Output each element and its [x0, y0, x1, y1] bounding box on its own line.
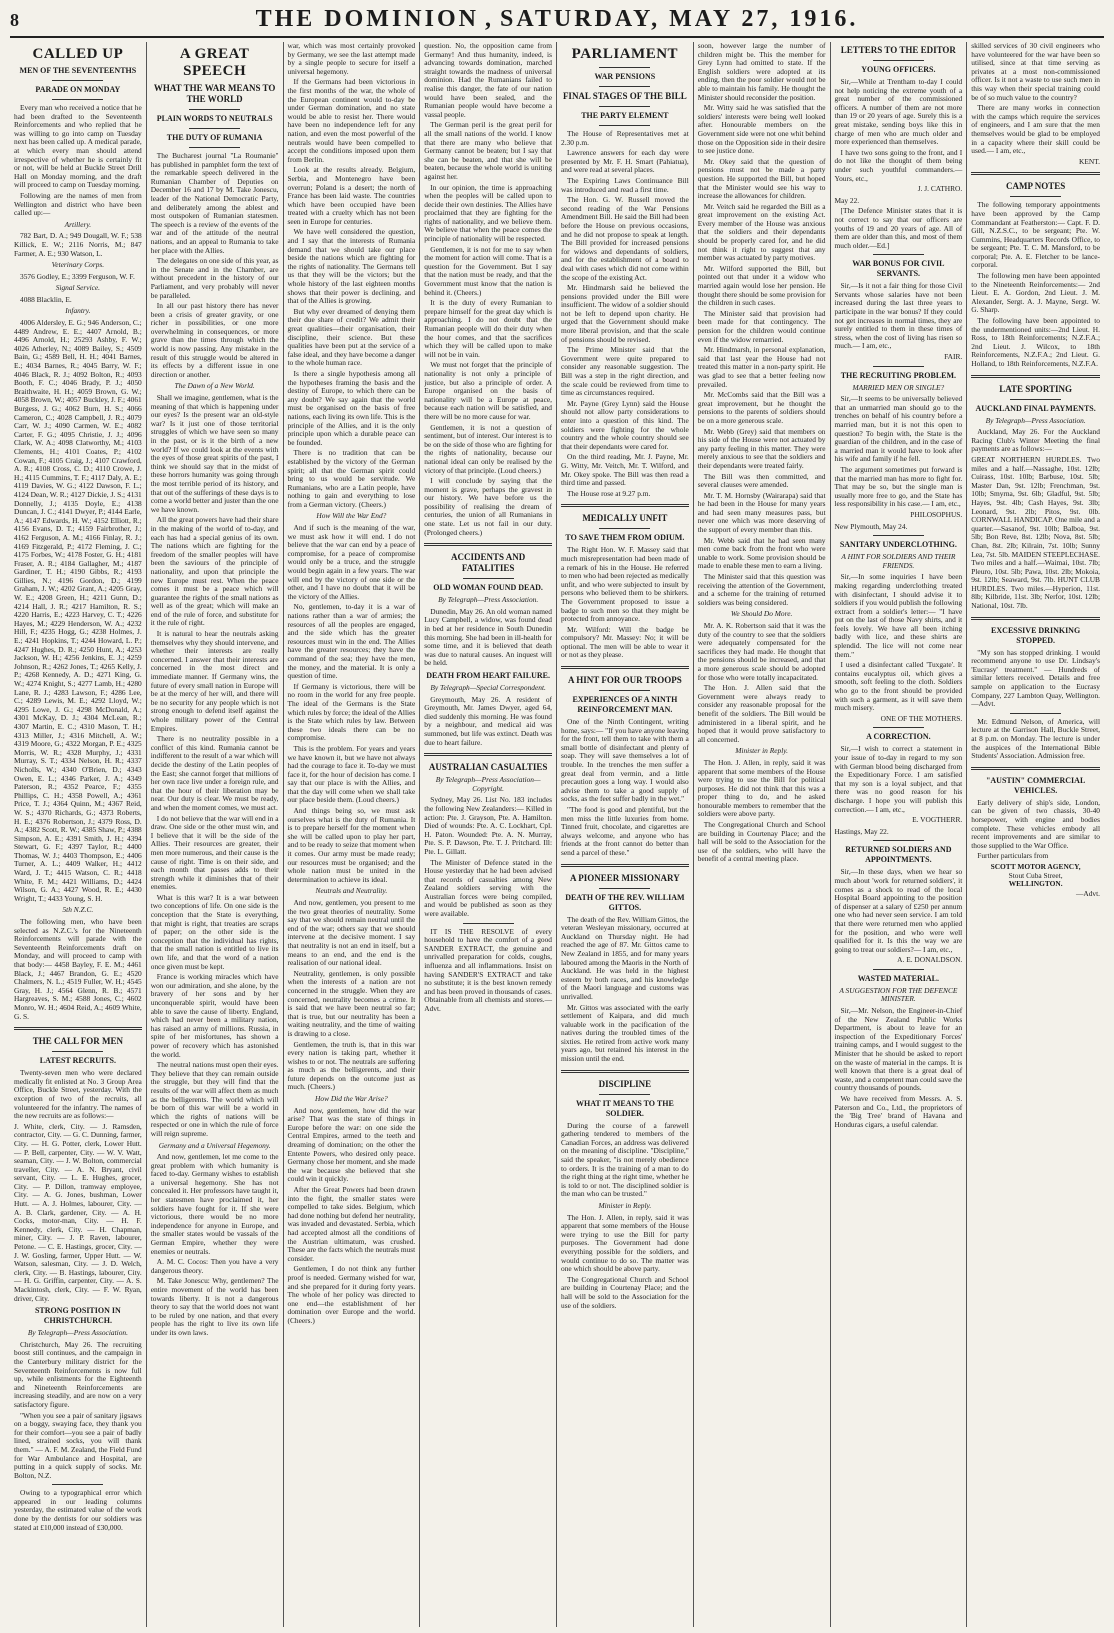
- column-8: [967, 42, 1104, 1627]
- article-text: If the Germans had been victorious in the first months of the war, the whole of the European continent would to-day be under German domination, and no state would be able to resist her. There would have been no independence left for any nation, and even the most powerful of the neutrals would have been compelled to accept the conditions imposed upon them from Berlin.: [287, 77, 416, 164]
- page-number: 8: [10, 10, 19, 30]
- letter-signature: PHILOSOPHUS.: [910, 509, 963, 519]
- subhead-discipline-soldier: WHAT IT MEANS TO THE SOLDIER.: [575, 1098, 674, 1118]
- letter-title: SANITARY UNDERCLOTHING.: [839, 540, 957, 550]
- letter-text: The argument sometimes put forward is that the married man has more to fight for. That may be so, but the single man is usually more free to go, and the State has less responsibility in his case.— I am, etc.,: [834, 464, 963, 509]
- headline-hint-troops: A HINT FOR OUR TROOPS: [568, 675, 682, 686]
- article-text: The neutral nations must open their eyes. They believe that they can remain outside the struggle, but they will find that the results of the war will affect them as much as the belligerents. The world which will be born of this war will be a world in which the rights of nations will be respected or one in which the rule of force will reign supreme.: [150, 1060, 279, 1138]
- letter-text: I have two sons going to the front, and I do not like the thought of them being under such youthful commanders.— Yours, etc.,: [834, 147, 963, 183]
- subhead-gittos: DEATH OF THE REV. WILLIAM GITTOS.: [565, 892, 685, 912]
- article-text: In our opinion, the time is approaching when the peoples will be called upon to decide their own destinies. The Allies have proclaimed that they are fighting for the rights of nationality, and we believe them. We believe that when the peace comes the principle of nationality will be respected.: [424, 182, 552, 244]
- letter-date: Hastings, May 22.: [834, 826, 889, 836]
- article-text: The following men, who have been selected as N.Z.C.'s for the Nineteenth Reinforcements will parade with the Seventeenth Reinforcements draft on Monday, and will proceed to camp with that body:— 4458 Bayley, F. E. M.; 4461 Black, J.; 4467 Brandon, G. E.; 4520 Chalmers, N. L.; 4519 Fuller, W. H.; 4545 Gray, H. J.; 4564 Glenn, R. B.; 4571 Hargreaves, S. M.; 4588 Jones, C.; 4602 Monro, W. H.; 4604 Reid, A.; 4609 White, G. S.: [14, 917, 142, 1021]
- article-text: If Germany is victorious, there will be no room in the world for any free people. The ideal of the Germans is the State which rules by force; the ideal of the Allies is the State which rules by law. Between these two ideals there can be no compromise.: [287, 681, 416, 743]
- article-text: Mr. Hindmarsh said he believed the pensions provided under the Bill were insufficient. The widow of a soldier should not be left to depend upon charity. He urged that the Government should make more liberal provision, and that the scale of pensions should be revised.: [561, 283, 689, 344]
- advert-heading: EXCESSIVE DRINKING STOPPED.: [991, 625, 1081, 645]
- column-3: [284, 42, 421, 1627]
- article-text: Neutrality, gentlemen, is only possible when the interests of a nation are not concerned in the struggle. When they are concerned, neutrality becomes a crime. It is said that we have been neutral so far; that is true, but our neutrality has been a waiting neutrality, and the time of waiting is drawing to a close.: [287, 968, 416, 1038]
- headline-late-sporting: LATE SPORTING: [999, 383, 1073, 394]
- article-text: Dunedin, May 26. An old woman named Lucy Campbell, a widow, was found dead in bed at her residence in South Dunedin this morning. She had been in ill-health for some time, and it is believed that death was due to natural causes. An inquest will be held.: [424, 606, 552, 668]
- letter-text: Sir,—While at Trentham to-day I could not help noticing the extreme youth of a great number of the commissioned officers. A number of them are not more than 19 or 20 years of age. Surely this is a great mistake, sending boys like this in charge of men who are much older and more experienced than themselves.: [834, 77, 963, 147]
- article-text: Mr. Wilford: Will the badge be compulsory? Mr. Massey: No; it will be optional. The men will be able to wear it or not as they please.: [561, 624, 689, 660]
- article-text: Lawrence answers for each day were presented by Mr. F. H. Smart (Pahiatua), and were read at several places.: [561, 148, 689, 175]
- article-text: The Bill was then committed, and several clauses were amended.: [697, 471, 826, 490]
- subhead-heart-failure: DEATH FROM HEART FAILURE.: [426, 671, 550, 680]
- headline-medically-unfit: MEDICALLY UNFIT: [582, 513, 668, 524]
- article-text: The Minister said that provision had been made for that contingency. The pension for the children would continue even if the widow remarried.: [697, 308, 826, 344]
- letter-title: WAR BONUS FOR CIVIL SERVANTS.: [852, 259, 945, 279]
- subhead-seventeenths: MEN OF THE SEVENTEENTHS: [19, 66, 137, 75]
- advertisement-text: IT IS THE RESOLVE of every household to have the comfort of a good SANDER EXTRACT, the genuine and unrivalled preparation for colds, coughs, influenza and all inflammations. Insist on having SANDER'S EXTRACT and take no substitute; it is the best known remedy and has been proved in thousands of cases. Obtainable from all chemists and stores.—Advt.: [424, 926, 552, 1013]
- section-label: Germany and a Universal Hegemony.: [158, 1140, 271, 1150]
- article-text: 3576 Godley, E.; 3399 Ferguson, W. F.: [20, 271, 135, 281]
- article-text: Mr. Hindmarsh, in personal explanation, said that last year the House had not treated this matter in a non-party spirit. He was glad to see that a better feeling now prevailed.: [697, 345, 826, 389]
- article-text: All the great powers have had their share in the making of the world of to-day, and each has had a special genius of its own. The nations which are fighting for the freedom of the smaller peoples will have been the saviours of the principle of nationality, and upon that principle the new Europe must rest. When the peace comes it must be a peace which will guarantee the rights of the small nations as well as of the great; which will make an end of the rule of force, and substitute for it the rule of right.: [150, 515, 279, 628]
- article-text: Mr. T. M. Hornsby (Wairarapa) said that he had been in the House for many years and had seen many measures pass, but never one which was more deserving of the support of every member than this.: [697, 490, 826, 535]
- headline-called-up: CALLED UP: [32, 46, 124, 62]
- article-text: Mr. A. K. Robertson said that it was the duty of the country to see that the soldiers were adequately compensated for the sacrifices they had made. He thought that the pensions should be increased, and that a more generous scale should be adopted for those who were totally incapacitated.: [697, 621, 826, 682]
- article-text: We have well considered the question, and I say that the interests of Rumania demand that we should take our place beside the nations which are fighting for the rights of nationality. The Germans tell us that they will be the victors; but the whole history of the last eighteen months shows that their power is declining, and that of the Allies is growing.: [287, 227, 416, 306]
- byline: By Telegraph—Press Association—Copyright.: [435, 775, 541, 793]
- byline: By Telegraph—Press Association.: [438, 595, 539, 605]
- article-text: 4088 Blacklin, E.: [20, 294, 72, 304]
- columns: [10, 42, 1104, 1627]
- editor-note: [The Defence Minister states that it is not correct to say that our officers are youths of 19 and 20 years of age. All of them are older than this, and most of them much older.—Ed.]: [834, 206, 963, 250]
- subhead-parade: PARADE ON MONDAY: [35, 85, 121, 94]
- subhead-final-payments: AUCKLAND FINAL PAYMENTS.: [975, 403, 1096, 413]
- article-text: Mr. Payne (Grey Lynn) said the House should not allow party considerations to enter into a question of this kind. The soldiers were fighting for the whole country and the whole country should see that their dependants were cared for.: [561, 398, 689, 451]
- article-text: The death of the Rev. William Gittos, the veteran Wesleyan missionary, occurred at Auckland on Thursday night. He had reached the age of 87. Mr. Gittos came to New Zealand in 1855, and for many years laboured among the Maoris in the North of Auckland. He was held in the highest esteem by both races, and his knowledge of the Maori language and customs was unrivalled.: [561, 914, 689, 1001]
- article-text: France is working miracles which have won our admiration, and she alone, by the bravery of her sons and by her unconquerable spirit, would have been able to save the cause of liberty. England, which had never been a military nation, has raised an army of millions. Russia, in spite of her misfortunes, has shown a power of recovery which has astonished the world.: [150, 972, 279, 1059]
- section-label: Minister in Reply.: [735, 746, 788, 756]
- advert-address: Stout Cuba Street,: [1008, 870, 1063, 880]
- section-label: Neutrals and Neutrality.: [315, 886, 388, 896]
- article-text: The Hon. J. Allen, in reply, said it was apparent that some members of the House were trying to use the Bill for political purposes. He did not think that this was a proper thing to do, and he asked honourable members to remember that the soldiers were above party.: [697, 757, 826, 819]
- article-text: J. White, clerk, City. — J. Ramsden, contractor, City. — G. C. Dunning, farmer, City. — H. G. Potter, clerk, Lower Hutt. — P. Bell, carpenter, City. — W. V. Watt, seaman, City. — J. W. Bolton, commercial traveller, City. — A. N. Bryant, civil servant, City. — L. E. Hughes, grocer, City. — P. Dillon, tramway employee, City. — A. G. Jones, bushman, Lower Hutt. — A. J. Holmes, labourer, City. — A. B. Clark, gardener, City. — A. H. Cocks, motor-man, City. — H. F. Kennedy, clerk, City. — H. Chapman, miner, City. — J. P. Raven, labourer, Petone. — C. E. Hastings, grocer, City. — J. W. Gosling, farmer, Upper Hutt. — W. Watson, salesman, City. — J. D. Welch, clerk, City. — B. Hastings, labourer, City. — H. G. Griffin, carpenter, City. — A. S. Mackintosh, clerk, City. — F. W. Ryan, driver, City.: [14, 1121, 142, 1303]
- article-text: Shall we imagine, gentlemen, what is the meaning of that which is happening under our eyes? Is the present war an old-style war? Is it just one of those territorial struggles of which we have seen so many in the past, or is it the birth of a new world? If we could look at the events with the eyes of those great spirits of the past, I think we should say that in the midst of these horrors humanity was going through the most terrible period of its history, and that out of the sufferings of these days is to come a world better and juster than the one we have known.: [150, 393, 279, 514]
- column-6: [694, 42, 831, 1627]
- article-text: The Right Hon. W. F. Massey said that much misrepresentation had been made of a remark of his in the House. He referred to men who had been rejected as medically unfit, and who were subjected to insult by persons who believed them to be shirkers. The Government proposed to issue a badge to such men so that they might be protected from annoyance.: [561, 545, 689, 624]
- article-text: Greymouth, May 26. A resident of Greymouth, Mr. James Dwyer, aged 64, died suddenly this morning. He was found by a neighbour, and medical aid was summoned, but life was extinct. Death was due to heart failure.: [424, 694, 552, 747]
- article-text: And now, gentlemen, how did the war arise? That was the state of things in Europe before the war: on one side the Central Empires, armed to the teeth and dreaming of domination; on the other the Entente Powers, who desired only peace. Germany chose her moment, and she made the war because she believed that she could win it quickly.: [287, 1105, 416, 1184]
- subhead-plain-words: PLAIN WORDS TO NEUTRALS: [156, 114, 273, 123]
- masthead: [10, 6, 1104, 38]
- article-text: The Expiring Laws Continuance Bill was introduced and read a first time.: [561, 175, 689, 194]
- article-text: The Minister said that this question was receiving the attention of the Government, and a scheme for the training of returned soldiers was being considered.: [697, 572, 826, 607]
- article-text: "When you see a pair of sanitary jigsaws on a boggy, swaying face, they thank you for their comfort—you see a pair of badly lined, strained socks, you will thank them." — A. F. M. Zealand, the Field Fund for War Ambulance and Hospital, are putting in a quick supply of socks. Mr. Bolton, N.Z.: [14, 1410, 142, 1480]
- article-text: The Prime Minister said that the Government were quite prepared to consider any reasonable suggestion. The Bill was a step in the right direction, and the scale could be reviewed from time to time as circumstances required.: [561, 345, 689, 398]
- headline-great-speech: A GREAT SPEECH: [179, 46, 250, 79]
- letter-text: Sir,—In some inquiries I have been making regarding underclothing treated with disinfectant, I should advise it to soldiers if you would publish the following extract from a soldier's letter:— "I have put on the last of those Navy shirts, and it feels lovely. We have all been itching badly with lice, and these shirts are splendid. The lice will not come near them.": [834, 572, 963, 659]
- section-label: We Should Do More.: [730, 609, 793, 619]
- letter-title: WASTED MATERIAL.: [857, 973, 939, 983]
- section-label: Minister in Reply.: [598, 1201, 652, 1210]
- advertisement-text: Early delivery of ship's side, London, can be given of two chassis, 30-40 horsepower, with engine and bodies complete. These vehicles embody all recent improvements and are similar to those supplied to the War Office.: [971, 797, 1100, 850]
- letter-signature: KENT.: [1078, 156, 1100, 166]
- article-text: One of the Ninth Contingent, writing home, says:— "If you have anyone leaving for the front, tell them to take with them a small bottle of disinfectant and plenty of soap. They will save themselves a lot of trouble. In the trenches the men suffer a great deal from vermin, and a little precaution goes a long way. I would also advise them to take a good supply of socks, as the feet suffer badly in the wet.": [561, 717, 689, 804]
- headline-letters: LETTERS TO THE EDITOR: [840, 45, 956, 55]
- letter-signature: A. E. DONALDSON.: [897, 955, 963, 965]
- article-text: The Bucharest journal "La Roumanie" has published in pamphlet form the text of the remarkable speech delivered in the Rumanian Chamber of Deputies on December 16 and 17 by M. Take Jonescu, leader of the National Democratic Party, and deliberately among the ablest and most outspoken of Rumanian statesmen. The speech is a review of the events of the war and of the attitude of the neutral nations, and an appeal to Rumania to take her place with the Allies.: [150, 151, 279, 255]
- article-text: There is no tradition that can be established by the victory of the German spirit; all that the German spirit could bring to us would be servitude. We Rumanians, who are a Latin people, have nothing to gain and everything to lose from a German victory. (Cheers.): [287, 448, 416, 509]
- column-7: [831, 42, 968, 1627]
- article-text: Look at the results already. Belgium, Serbia, and Montenegro have been overrun; Poland is a desert; the north of France has been laid waste. The countries which have been occupied have been treated with a cruelty which has not been seen in Europe for centuries.: [287, 165, 416, 226]
- headline-australian-casualties: AUSTRALIAN CASUALTIES: [428, 762, 548, 773]
- article-text: No, gentlemen, to-day it is a war of nations rather than a war of armies; the resources of all the peoples are engaged, and the side which has the greater resources must win in the end. The Allies have the greater resources; they have the command of the sea; they have the men, the money, and the material. It is only a question of time.: [287, 602, 416, 681]
- article-text: Mr. Gittos was associated with the early settlement of Kaipara, and did much valuable work in the pacification of the natives during the troubled times of the sixties. He retired from active work many years ago, but retained his interest in the mission until the end.: [561, 1002, 689, 1064]
- byline: By Telegraph—Special Correspondent.: [430, 683, 546, 692]
- article-text: war, which was most certainly provoked by Germany, we see the last attempt made by a single people to secure for itself a universal hegemony.: [287, 42, 416, 76]
- subhead-latest-recruits: LATEST RECRUITS.: [39, 1056, 116, 1066]
- section-label: The Dawn of a New World.: [174, 381, 255, 391]
- notice-text: Mr. Edmund Nelson, of America, will lecture at the Garrison Hall, Buckle Street, at 8 p.m. on Monday. The lecture is under the auspices of the International Bible Students' Association. Admission free.: [971, 716, 1100, 761]
- byline: By Telegraph—Press Association.: [985, 415, 1086, 425]
- article-text: Mr. Webb (Grey) said that members on his side of the House were not actuated by any party feeling in this matter. They were merely anxious to see that the soldiers and their dependants were treated fairly.: [697, 426, 826, 470]
- article-text: M. Take Jonescu: Why, gentlemen? The entire movement of the world has been towards liberty. It is not a dangerous theory to say that the world does not want to be ruled by one nation, and that every people has the right to live its own life under its own laws.: [150, 1276, 279, 1337]
- section-label: Artillery.: [64, 219, 92, 229]
- article-text: And if such is the meaning of the war, we must ask how it will end. I do not believe that the war can end by a peace of compromise, for a peace of compromise would only be a truce, and the struggle would begin again in a few years. The war will end by the victory of one side or the other, and I have no doubt that it will be the victory of the Allies.: [287, 523, 416, 601]
- subhead-war-pensions: WAR PENSIONS: [594, 72, 656, 81]
- article-text: I will conclude by saying that the moment is grave, perhaps the gravest in our history. We have before us the possibility of realising the dream of centuries, the union of all Rumanians in one state. Let us not fail in our duty. (Prolonged cheers.): [424, 476, 552, 537]
- article-text: The delegates on one side of this year, as in the Senate and in the Chamber, are without precedent in the history of our Parliament, and very probably will never be paralleled.: [150, 256, 279, 300]
- article-text: It is natural to hear the neutrals asking themselves why they should intervene, and whether their interests are really concerned. I answer that their interests are concerned in the most direct and immediate manner. If Germany wins, the future of every small nation in Europe will be at the mercy of her will, and there will be no security for any people which is not strong enough to defend itself against the whole military power of the Central Empires.: [150, 629, 279, 733]
- article-text: Owing to a typographical error which appeared in our leading columns yesterday, the estimated value of the work done by the dentists for our soldiers was stated at £10,000 instead of £30,000.: [14, 1488, 142, 1532]
- article-text: And now, gentlemen, you present to me the two great theories of neutrality. Some say that we should remain neutral until the end of the war; others say that we should intervene at the decisive moment. I say that neutrality is not an end in itself, but a means to an end, and the end is the realisation of our national ideal.: [287, 898, 416, 968]
- article-text: Gentlemen, it is not a question of sentiment, but of interest. Our interest is to be on the side of those who are fighting for the rights of nationality, because our national ideal can only be realised by the victory of that principle. (Loud cheers.): [424, 422, 552, 475]
- paper-title: THE DOMINION , SATURDAY, MAY 27, 1916.: [255, 6, 859, 32]
- letter-text: Sir,—Mr. Nelson, the Engineer-in-Chief of the New Zealand Public Works Department, is about to leave for an inspection of the Expeditionary Forces' training camps, and I would suggest to the Minister that he should be asked to report on the waste of material in the camps. It is well known that there is a great deal of waste, and a competent man could save the country thousands of pounds.: [834, 1006, 963, 1093]
- letter-title: YOUNG OFFICERS.: [861, 65, 936, 74]
- headline-camp-notes: CAMP NOTES: [1005, 181, 1066, 192]
- article-text: After the Great Powers had been drawn into the fight, the smaller states were compelled to take sides. Belgium, which had done nothing but defend her neutrality, was invaded and devastated. Serbia, which had accepted almost all the conditions of the Austrian ultimatum, was crushed. These are the facts which the neutrals must consider.: [287, 1185, 416, 1263]
- article-text: What is this war? It is a war between two conceptions of life. On one side is the conception that the State is everything, that might is right, that treaties are scraps of paper; on the other side is the conception that the individual has rights, that the small nation is entitled to live its own life, and that the word of a nation once given must be kept.: [150, 892, 279, 971]
- subhead-save-odium: TO SAVE THEM FROM ODIUM.: [565, 533, 685, 543]
- subhead-party-element: THE PARTY ELEMENT: [581, 111, 669, 120]
- article-text: On the third reading, Mr. J. Payne, Mr. G. Witty, Mr. Veitch, Mr. T. Wilford, and Mr. Okey spoke. The Bill was then read a third time and passed.: [561, 452, 689, 488]
- article-text: The House rose at 9.27 p.m.: [567, 488, 651, 498]
- advert-heading: "AUSTIN" COMMERCIAL VEHICLES.: [985, 775, 1086, 795]
- letter-subtitle: A HINT FOR SOLDIERS AND THEIR FRIENDS.: [841, 552, 956, 570]
- article-text: And things being so, we must ask ourselves what is the duty of Rumania. It is to prepare herself for the moment when she will be called upon to play her part, and to be ready to seize that moment when it comes. Our army must be made ready; our resources must be organised; and the whole nation must be united in the determination to achieve its ideal.: [287, 806, 416, 884]
- article-text: It is the duty of every Rumanian to prepare himself for the great day which is approaching. I do not doubt that the Rumanian people will do their duty when the hour comes, and that the sacrifices which they will be called upon to make will not be in vain.: [424, 298, 552, 359]
- letter-signature: J. J. CATHRO.: [917, 184, 963, 194]
- letter-text: We have received from Messrs. A. S. Paterson and Co., Ltd., the proprietors of the 'Big Tree' brand of Havana and Honduras cigars, a useful calendar.: [834, 1094, 963, 1129]
- paper-date: SATURDAY, MAY 27, 1916.: [499, 6, 859, 32]
- article-text: Mr. Witty said he was satisfied that the soldiers' interests were being well looked after. Honourable members on the Government side were not one whit behind those on the Opposition side in their desire to see justice done.: [697, 103, 826, 156]
- subhead-final-stages: FINAL STAGES OF THE BILL: [562, 91, 687, 101]
- letter-title: A CORRECTION.: [866, 732, 931, 742]
- article-text: Mr. Veitch said he regarded the Bill as a great improvement on the existing Act. Every member of the House was anxious that the soldiers and their dependants should be properly cared for, and he did not think it right to suggest that any member was actuated by party motives.: [697, 201, 826, 263]
- article-text: question. No, the opposition came from Germany! And thus humanity, indeed, is advancing towards domination, marched straight towards the madness of universal dominion. Had the Rumanians failed to realise this danger, the fate of our nation would have been sealed, and the Rumanian people would have become a vassal people.: [424, 42, 552, 119]
- article-text: Is there a single hypothesis among all the hypotheses framing the basis and the destiny of Europe, to which there can be any doubt? We say again that the world must be organised on the basis of free nations, each living its own life. This is the principle of the Allies, and it is the only principle upon which a durable peace can be founded.: [287, 368, 416, 447]
- letter-signature: E. VOGTHERR.: [912, 815, 963, 825]
- letter-date: May 22.: [834, 195, 860, 205]
- section-label: How Did the War Arise?: [315, 1094, 388, 1104]
- article-text: 782 Bart, D. A.; 949 Dougall, W. F.; 538 Killick, E. W.; 2116 Norris, M.; 847 Farmer, A. E.; 930 Watson, L.: [14, 231, 142, 258]
- article-text: Auckland, May 26. For the Auckland Racing Club's Winter Meeting the final payments are as follows:—: [971, 427, 1100, 454]
- article-text: In all our past history there has never been a crisis of greater gravity, or one richer in possibilities, or one more overwhelming in consequences, or more grave than the times through which the world is now passing. Any mistake in the result of this struggle would be altered in its effects by a different issue in one direction or another.: [150, 301, 279, 379]
- column-1: [10, 42, 147, 1627]
- section-label: Infantry.: [65, 306, 91, 316]
- article-text: The Hon. G. W. Russell moved the second reading of the War Pensions Amendment Bill. He said the Bill had been before the House on previous occasions, and he did not propose to speak at length. The Bill provided for increased pensions for widows and dependants of soldiers, and for the establishment of a board to deal with cases which did not come within the scope of the existing Act.: [561, 195, 689, 282]
- headline-discipline: DISCIPLINE: [598, 1078, 652, 1089]
- letter-subtitle: A SUGGESTION FOR THE DEFENCE MINISTER.: [839, 985, 958, 1004]
- letter-text: There are many works in connection with the camps which require the services of engineers, and I am sure that the men themselves would be glad to be employed in a capacity where their skill could be used.— I am, etc.,: [971, 103, 1100, 156]
- article-text: We must not forget that the principle of nationality is not only a principle of justice, but also a principle of order. A Europe organised on the basis of nationality will be a Europe at peace, because each nation will be satisfied, and there will be no more cause for war.: [424, 360, 552, 421]
- section-label: How Will the War End?: [316, 511, 387, 521]
- advertisement-text: Further particulars from: [977, 851, 1049, 861]
- article-text: The Congregational Church and School are building in Courtenay Place; and the hall will be sold to the Association for the use of the soldiers, who will have the benefit of a central meeting place.: [697, 820, 826, 864]
- article-text: This is the problem. For years and years we have known it, but we have not always had the courage to face it. To-day we must face it, for the hour of decision has come. I say that our place is with the Allies, and that the day will come when we shall take our place beside them. (Loud cheers.): [287, 743, 416, 805]
- letter-text: skilled services of 30 civil engineers who have volunteered for the war have been so utilised, since at that time serving as privates at a most non-commissioned officer. Is it not a waste to use such men in this way when their special training could be of so much value to the country?: [971, 42, 1100, 102]
- advert-tag: —Advt.: [1075, 888, 1100, 898]
- column-5: [557, 42, 694, 1627]
- headline-accidents: ACCIDENTS AND FATALITIES: [450, 552, 526, 574]
- letter-text: Sir,—In these days, when we hear so much about 'work for returned soldiers', it comes as a shock to read of the local Hospital Board appointing to the position of dispenser at a salary of £250 per annum one who had never seen service. I am told that there were returned men who applied for the position, and who were well qualified for it. Is this the way we are going to treat our soldiers?— I am, etc.,: [834, 867, 963, 954]
- article-text: The House of Representatives met at 2.30 p.m.: [561, 129, 689, 147]
- article-text: There is no neutrality possible in a conflict of this kind. Rumania cannot be indifferent to the result of a war which will decide the destiny of the Latin peoples of the East; she cannot forget that millions of her own race live under a foreign rule, and that the hour of their liberation may be near. Our duty is clear. We must be ready, and when the moment comes, we must act.: [150, 734, 279, 812]
- column-2: [147, 42, 284, 1627]
- article-text: "The food is good and plentiful, but the men miss the little luxuries from home. Tinned fruit, chocolate, and cigarettes are always welcome, and anyone who has friends at the front cannot do better than send a parcel of these.": [561, 805, 689, 857]
- paper-name: THE DOMINION: [255, 6, 479, 32]
- article-text: The Hon. J. Allen, in reply, said it was apparent that some members of the House were trying to use the Bill for party purposes. The Government had done everything possible for the soldiers, and would continue to do so. The matter was one which should be above party.: [561, 1212, 689, 1274]
- article-text: Gentlemen, the truth is, that in this war every nation is taking part, whether it wishes to or not. The neutrals are suffering as much as the belligerents, and their future depends on the outcome just as much. (Cheers.): [287, 1039, 416, 1092]
- article-text: Gentlemen, it is not for me to say when the moment for action will come. That is a question for the Government. But I say that the nation must be ready, and that the Government must know that the nation is behind it. (Cheers.): [424, 244, 552, 297]
- letter-text: Sir,—It seems to be universally believed that an unmarried man should go to the trenches on behalf of his country before a married man, but it is not this open to question? To begin with, the State is the guardian of the children, and in the case of a married man it would have to look after his wife and family if he fell.: [834, 394, 963, 464]
- article-text: Mr. Webb said that he had seen many men come back from the front who were unable to work. Some provision should be made to enable these men to earn a living.: [697, 535, 826, 571]
- article-text: Every man who received a notice that he had been drafted to the Seventeenth Reinforcements and who replied that he was willing to go into camp on Tuesday next has been called up. A medical parade, at which every man should attend irrespective of whether he is certainly fit or not, will be held at Buckle Street Drill Hall on Monday morning, and the draft will proceed to camp on Tuesday morning.: [14, 103, 142, 190]
- subhead-duty-rumania: THE DUTY OF RUMANIA: [166, 133, 263, 142]
- article-text: I do not believe that the war will end in a draw. One side or the other must win, and I believe that it will be the side of the Allies. Their resources are greater, their men more numerous, and their cause is the cause of right. Time is on their side, and each month that passes adds to their strength while it diminishes that of their enemies.: [150, 813, 279, 892]
- letter-title: THE RECRUITING PROBLEM.: [840, 370, 957, 380]
- advertisement-text: "My son has stopped drinking. I would recommend anyone to use Dr. Lindsay's 'Eucrasy' treatment." — Hundreds of similar letters received. Details and free sample on application to the Eucrasy Company, 227 Lambton Quay, Wellington.—Advt.: [971, 647, 1100, 709]
- letter-text: I used a disinfectant called 'Tuxgate'. It contains eucalyptus oil, which gives a smooth, soft feeling to the cloth. Soldiers who go to the front should be provided with such a garment, as it will save them much misery.: [834, 660, 963, 713]
- article-text: The following have been appointed to the undermentioned units:—2nd Lieut. H. Ross, to 18th Reinforcements; N.Z.F.A.; 2nd Lieut. J. Wilcox, to 18th Reinforcements, N.Z.F.A.; 2nd Lieut. G. Holland, to 18th Reinforcements, N.Z.F.A.: [971, 316, 1100, 368]
- article-text: The following temporary appointments have been approved by the Camp Commandant at Featherston:— Capt. F. D. Gill, N.Z.S.C., to be sergeant; Pte. W. Cummins, Headquarters Records Office, to be sergeant; Pte. T. C. M. Mansford, to be corporal; Pte. A. E. Fletcher to be lance-corporal.: [971, 200, 1100, 270]
- letter-subtitle: MARRIED MEN OR SINGLE?: [852, 382, 945, 392]
- article-text: soon, however large the number of children might be. This the member for Grey Lynn had omitted to state. If the English soldiers were adopted at its ending, then the poor soldier would not be able to maintain his family. He thought the Minister should reconsider the position.: [697, 42, 826, 102]
- subhead-ninth-reinforcement: EXPERIENCES OF A NINTH REINFORCEMENT MAN.: [572, 695, 678, 715]
- article-text: Christchurch, May 26. The recruiting boost still continues, and the campaign in the Canterbury military district for the Seventeenth Reinforcements is now full up, while enlistments for the Eighteenth and Nineteenth Reinforcements are increasing steadily, and are now on a very satisfactory figure.: [14, 1339, 142, 1409]
- article-text: The Hon. J. Allen said that the Government were always ready to consider any reasonable proposal for the benefit of the soldiers. The Bill would be administered in a liberal spirit, and he hoped that it would prove satisfactory to all concerned.: [697, 683, 826, 744]
- article-text: Following are the names of men from Wellington and district who have been called up:—: [14, 190, 142, 218]
- advert-firm: SCOTT MOTOR AGENCY,: [990, 861, 1081, 871]
- article-text: But why ever dreamed of denying them their due share of credit? We admit their great qualities—their organisation, their discipline, their science. But these qualities have been put at the service of a false ideal, and they have become a danger to the whole human race.: [287, 306, 416, 368]
- letter-title: RETURNED SOLDIERS AND APPOINTMENTS.: [845, 845, 952, 865]
- letter-text: Sir,—Is it not a fair thing for those Civil Servants whose salaries have not been increased during the last three years to participate in the war bonus? If they could not get increases in normal times, they are surely entitled to them in these times of stress, when the cost of living has risen so much.— I am, etc.,: [834, 281, 963, 351]
- article-text: Twenty-seven men who were declared medically fit enlisted at No. 3 Group Area Office, Buckle Street, yesterday. With the exception of two of the recruits, all volunteered for the infantry. The names of the new recruits are as follows:—: [14, 1068, 142, 1121]
- column-4: [420, 42, 557, 1627]
- headline-pioneer-missionary: A PIONEER MISSIONARY: [570, 872, 680, 883]
- section-label: 5th N.Z.C.: [62, 905, 94, 915]
- article-text: The Minister of Defence stated in the House yesterday that he had been advised that records of casualties among New Zealand soldiers serving with the Australian forces were being compiled, and would be published as soon as they were available.: [424, 857, 552, 919]
- section-label: Veterinary Corps.: [51, 260, 105, 270]
- article-text: 4006 Aldersley, E. G.; 946 Anderson, C.; 4489 Andrew, E. E.; 4407 Arnold, B.; 4496 Arnold, H.; 25293 Ashby, F. W.; 4026 Atherley, N.; 4089 Bailey, S.; 4509 Bain, G.; 4589 Bell, H. H.; 4041 Barnes, E.; 4034 Barnes, R.; 4045 Barry, W. F.; 4046 Black, R. J.; 4092 Bolton, R.; 4093 Booth, F. C.; 4046 Brady, P. J.; 4050 Braithwaite, H. H.; 4059 Brown, G. W.; 4058 Brown, W.; 4057 Buckley, J. F.; 4061 Burgess, J. G.; 4062 Burn, H. S.; 4066 Cameron, C.; 4028 Campbell, J. R.; 4079 Carr, W. J.; 4090 Carmen, W. E.; 4082 Carter, F. G.; 4095 Christie, J. J.; 4096 Clark, W. A.; 4098 Clatworthy, M.; 4103 Clements, H.; 4101 Coates, P.; 4102 Cowan, F.; 4105 Craig, J.; 4107 Crawford, A. R.; 4108 Cross, C. D.; 4110 Crowe, J. H.; 4115 Cummins, T. F.; 4117 Daly, A. E.; 4119 Davies, W. G.; 4122 Dawson, F. L.; 4124 Dean, W. R.; 4127 Dickie, J. S.; 4131 Donnelly, J.; 4135 Doyle, E.; 4138 Duncan, J. C.; 4141 Dwyer, P.; 4144 Earle, A.; 4147 Edwards, H. W.; 4152 Elliott, R.; 4156 Evans, D. T.; 4159 Fairbrother, J.; 4162 Ferguson, A. M.; 4166 Finlay, R. J.; 4169 Fitzgerald, P.; 4172 Fleming, J. C.; 4175 Forbes, W.; 4178 Foster, G. H.; 4181 Fraser, A. R.; 4184 Gallagher, M.; 4187 Gardiner, T. H.; 4190 Gibbs, R.; 4193 Gillies, N.; 4196 Gordon, D.; 4199 Graham, J. W.; 4202 Grant, A.; 4205 Gray, W. E.; 4208 Green, H.; 4211 Gunn, D.; 4214 Hall, J. R.; 4217 Hamilton, R. S.; 4220 Harris, E.; 4223 Harvey, C. T.; 4226 Hayes, M.; 4229 Henderson, W. A.; 4232 Hill, F.; 4235 Hogg, G.; 4238 Holmes, J. E.; 4241 Hopkins, T.; 4244 Howard, L. P.; 4247 Hughes, D. R.; 4250 Hunt, A.; 4253 Jackson, W. H.; 4256 Jenkins, E. J.; 4259 Johnson, R.; 4262 Jones, T.; 4265 Kelly, J. P.; 4268 Kennedy, A. D.; 4271 King, G. W.; 4274 Knight, S.; 4277 Lamb, H.; 4280 Lane, R. J.; 4283 Lawson, F.; 4286 Lee, C.; 4289 Lewis, M. E.; 4292 Lloyd, W.; 4295 Lowe, J. G.; 4298 McDonald, A.; 4301 McKay, D. J.; 4304 McLean, R.; 4307 Martin, E. C.; 4310 Mason, T. H.; 4313 Miller, J.; 4316 Mitchell, A. W.; 4319 Moore, G.; 4322 Morgan, P. E.; 4325 Morris, W. R.; 4328 Murphy, J.; 4331 Murray, S. T.; 4334 Nelson, H. R.; 4337 Nicholls, W.; 4340 O'Brien, D.; 4343 Owen, E. L.; 4346 Parker, J. A.; 4349 Paterson, R.; 4352 Pearce, F.; 4355 Phillips, C. H.; 4358 Powell, A.; 4361 Price, T. J.; 4364 Quinn, M.; 4367 Reid, W. S.; 4370 Richards, G.; 4373 Roberts, H. E.; 4376 Robertson, J.; 4379 Ross, D. A.; 4382 Scott, R. W.; 4385 Shaw, P.; 4388 Simpson, A. E.; 4391 Smith, J. H.; 4394 Stewart, G. F.; 4397 Taylor, R.; 4400 Thomas, W. J.; 4403 Thompson, E.; 4406 Turner, A. L.; 4409 Walker, H.; 4412 Ward, J. T.; 4415 Watson, C. R.; 4418 White, F. M.; 4421 Williams, D.; 4424 Wilson, G. A.; 4427 Wood, R. E.; 4430 Wright, T.; 4433 Young, S. H.: [14, 318, 142, 903]
- headline-call-for-men: THE CALL FOR MEN: [32, 1036, 123, 1047]
- byline: By Telegraph—Press Association.: [27, 1328, 128, 1338]
- headline-parliament: PARLIAMENT: [571, 46, 679, 62]
- article-text: The following men have been appointed to the Nineteenth Reinforcements:— 2nd Lieut. E. A. Gordon, 2nd Lieut. J. M. Alexander, Sergt. A. J. Mayne, Sergt. W. G. Sharp.: [971, 271, 1100, 315]
- racing-list: GREAT NORTHERN HURDLES. Two miles and a half.—Nassaghe, 10st. 12lb; Cuirass, 10st. 10lb; Barbuse, 10st. 5lb; Master Dan, 9st. 12lb; Frenchman, 9st. 10lb; Smyrna, 9st. 6lb; Gladful, 9st. 5lb; Hayes, 9st. 4lb; Cash Hayes, 9st. 3lb; Leonard, 9st. 2lb; Pitos, 9st. 0lb. CORNWALL HANDICAP. One mile and a quarter.—Sasanof, 9st. 10lb; Balboa, 9st. 5lb; Bon Reve, 8st. 12lb; Nova, 8st. 5lb; Chan, 8st. 2lb; Kilrain, 7st. 10lb; Sunny Lea, 7st. 5lb. MAIDEN STEEPLECHASE. Two miles and a half.—Waimai, 10st. 7lb; Pleuro, 10st. 5lb; Pawa, 10st. 2lb; Mokoia, 9st. 12lb; Seaward, 9st. 7lb. HUNT CLUB HURDLES. Two miles.—Hyperion, 11st. 8lb; Kilbride, 11st. 3lb; Nerfor, 10st. 12lb; National, 10st. 7lb.: [971, 454, 1100, 611]
- article-text: And now, gentlemen, let me come to the great problem with which humanity is faced to-day. Germany wishes to establish a universal hegemony. She has not concealed it. Her professors have taught it, her statesmen have proclaimed it, her soldiers have fought for it. If she were victorious, there would be no more independence for anyone in Europe, and the smaller states would be vassals of the German Empire, whether they were enemies or neutrals.: [150, 1152, 279, 1256]
- article-text: During the course of a farewell gathering tendered to members of the Canadian Forces, an address was delivered on the meaning of discipline. "Discipline," said the speaker, "is not merely obedience to orders. It is the training of a man to do the right thing at the right time, whether he is told to or not. The disciplined soldier is the man who can be trusted.": [561, 1120, 689, 1199]
- article-text: A. M. C. Cocos: Then you have a very dangerous theory.: [150, 1257, 279, 1275]
- subhead-strong-position: STRONG POSITION IN CHRISTCHURCH.: [34, 1306, 121, 1326]
- letter-date: New Plymouth, May 24.: [834, 521, 908, 531]
- article-text: Mr. Okey said that the question of pensions must not be made a party question. He supported the Bill, but hoped that the Minister would see his way to increase the allowances for children.: [697, 156, 826, 201]
- letter-signature: ONE OF THE MOTHERS.: [880, 713, 963, 723]
- article-text: The Congregational Church and School are building in Courtenay Place; and the hall will be sold to the Association for the use of the soldiers.: [561, 1274, 689, 1310]
- letter-text: Sir,—I wish to correct a statement in your issue of to-day in regard to my son with German blood being discharged from the Expeditionary Force. I am satisfied that my son is a loyal subject, and that there was no good reason for his discharge. I hope you will publish this correction.— I am, etc.,: [834, 744, 963, 814]
- letter-signature: FAIR.: [944, 352, 963, 362]
- article-text: Mr. McCombs said that the Bill was a great improvement, but he thought the pensions to the parents of soldiers should be on a more generous scale.: [697, 390, 826, 425]
- section-label: Signal Service.: [55, 283, 101, 293]
- subhead-old-woman: OLD WOMAN FOUND DEAD.: [433, 583, 543, 593]
- article-text: Gentlemen, I do not think any further proof is needed. Germany wished for war, and she prepared for it during forty years. The whole of her policy was directed to one end—the establishment of her domination over Europe and the world. (Cheers.): [287, 1264, 416, 1325]
- article-text: The German peril is the great peril for all the small nations of the world. I know that there are many who believe that Germany cannot be beaten; but I say that she can be beaten, and that she will be beaten, because the whole world is uniting against her.: [424, 120, 552, 181]
- article-text: Mr. Wilford supported the Bill, but pointed out that under it a widow who married again would lose her pension. He thought there should be some provision for the children in such cases.: [697, 263, 826, 308]
- subhead-war-means: WHAT THE WAR MEANS TO THE WORLD: [153, 83, 276, 104]
- article-text: Sydney, May 26. List No. 183 includes the following New Zealanders:— Killed in action: Pte. J. Grayson, Pte. A. Hamilton. Died of wounds: Pte. A. C. Lockhart, Cpl. H. Paton. Wounded: Pte. A. N. Murray, Pte. S. P. Dawson, Pte. T. J. Pritchard. Ill: Pte. L. Gillatt.: [424, 795, 552, 856]
- advert-city: WELLINGTON.: [1008, 879, 1063, 889]
